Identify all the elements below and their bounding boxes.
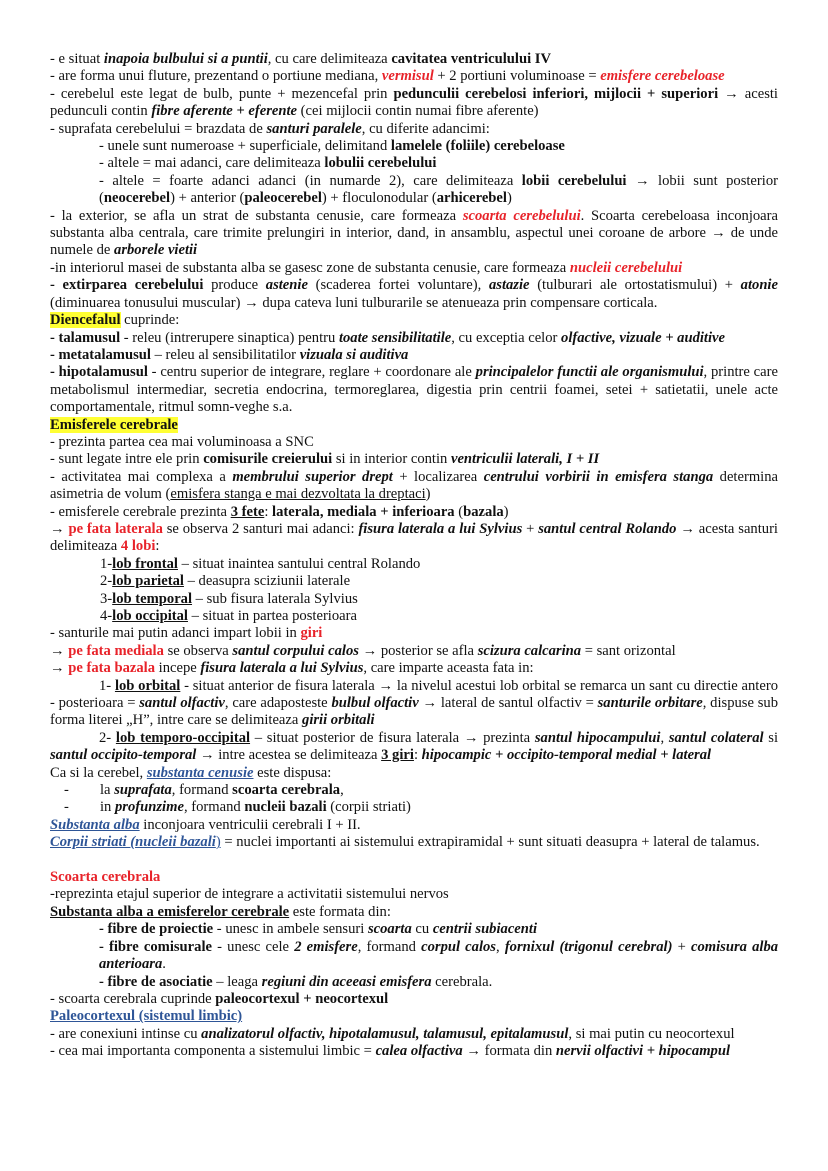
text: – leaga — [212, 973, 262, 990]
text: se observa — [163, 642, 233, 659]
text: - emisferele cerebrale prezinta — [50, 503, 231, 520]
term: - metatalamusul — [50, 346, 151, 363]
emphasis: inapoia bulbului si a puntii — [103, 51, 268, 67]
emphasis: vizuala si auditiva — [299, 346, 409, 363]
text: + 2 portiuni voluminoase = — [433, 68, 601, 85]
text: - la exterior, se afla un strat de substanta cenusie, care formeaza — [50, 207, 463, 224]
paragraph-fata-laterala — [50, 521, 778, 556]
underlined-text: emisfera stanga e mai dezvoltata la dreptaci — [170, 486, 426, 503]
text: si in interior contin — [332, 451, 451, 468]
item-number: 1- — [99, 677, 115, 694]
emphasis: astazie — [488, 277, 530, 294]
paragraph-substanta-alba-emisfere — [50, 904, 778, 921]
emphasis: centrului vorbirii in emisfera stanga — [483, 468, 714, 485]
paragraph-cerebel-shape — [50, 68, 778, 85]
paragraph-snc: - prezinta partea cea mai voluminoasa a SNC — [50, 433, 314, 450]
text: . — [162, 956, 166, 973]
arrow: → — [50, 520, 69, 537]
paragraph-scoarta-cuprinde — [50, 991, 778, 1008]
emphasis: santul central Rolando — [538, 520, 677, 537]
emphasis: bulbul olfactiv — [331, 695, 419, 712]
term: 3 fete — [230, 503, 265, 520]
text: – situat posterior de fisura laterala → prezinta — [250, 729, 535, 746]
text: - altele = mai adanci, care delimiteaza — [99, 155, 325, 172]
term: pedunculii cerebelosi inferiori, mijlocii + superiori — [393, 85, 719, 102]
emphasis: centrii subiacenti — [432, 921, 538, 938]
lobi-list — [50, 556, 778, 626]
text: - sunt legate intre ele prin — [50, 451, 204, 468]
term: lob frontal — [112, 555, 178, 572]
item-number: 4- — [100, 608, 113, 624]
term: nucleii bazali — [244, 799, 327, 816]
emphasis: astenie — [265, 277, 308, 294]
emphasis: santul colateral — [668, 729, 764, 746]
sub-item-lamele — [50, 138, 778, 155]
term: paleocortexul + neocortexul — [215, 990, 389, 1007]
emphasis: fornixul (trigonul cerebral) — [504, 938, 673, 955]
text: , dispuse sub forma literei „H”, intre care se delimiteaza — [50, 695, 778, 729]
bullet-list — [50, 782, 778, 817]
key-term: nucleii cerebelului — [569, 259, 683, 276]
heading-emisfere — [50, 417, 778, 434]
blue-heading: Paleocortexul (sistemul limbic) — [50, 1008, 243, 1025]
term: - hipotalamusul — [50, 364, 148, 381]
bullet-dash: - — [64, 782, 69, 799]
emphasis: fisura laterala a lui Sylvius — [358, 520, 523, 537]
term: lob parietal — [112, 573, 184, 590]
text: : — [155, 538, 160, 555]
term: paleocerebel — [244, 190, 322, 207]
paragraph-fete — [50, 504, 778, 521]
emphasis: membrului superior drept — [232, 468, 393, 485]
text: (tulburari ale ortostatismului) + — [529, 277, 741, 294]
text: , si mai putin cu neocortexul — [568, 1025, 735, 1042]
text: → posterior se afla — [358, 642, 478, 659]
emphasis: regiuni din aceeasi emisfera — [261, 973, 432, 990]
paragraph-comisuri — [50, 451, 778, 468]
text: produce — [203, 277, 266, 294]
paragraph-fata-mediala — [50, 643, 778, 660]
text: (corpii striati) — [326, 799, 411, 816]
list-item — [50, 573, 778, 590]
item-number: 2- — [99, 729, 116, 746]
emphasis: santurile orbitare — [597, 695, 703, 712]
paragraph-metatalamus — [50, 347, 778, 364]
text: ( — [454, 503, 464, 520]
document-body — [50, 51, 778, 1061]
emphasis: ventriculii laterali, I + II — [450, 451, 600, 468]
text: , — [340, 782, 344, 799]
term: - fibre de asociatie — [99, 973, 213, 990]
emphasis: olfactive, vizuale + auditive — [561, 329, 725, 346]
text: , formand — [357, 938, 422, 955]
emphasis: fibre aferente + eferente — [151, 103, 298, 120]
paragraph-lob-temporo-occipital — [50, 730, 778, 765]
paragraph-giri — [50, 625, 778, 642]
text: - suprafata cerebelului = brazdata de — [50, 120, 267, 137]
text: ) + anterior ( — [170, 190, 245, 207]
term: laterala, mediala + inferioara — [272, 503, 455, 520]
term: scoarta cerebrala — [232, 782, 341, 799]
list-item — [50, 799, 778, 816]
text: - situat anterior de fisura laterala → la nivelul acestui lob orbital se remarca un sant cu directie antero - posterioara = — [50, 677, 778, 712]
list-item — [50, 608, 778, 625]
item-number: 1- — [100, 555, 113, 572]
text: este formata din: — [289, 903, 391, 920]
key-term: pe fata laterala — [68, 520, 163, 537]
text: ) — [425, 486, 431, 503]
term: lob orbital — [114, 677, 181, 694]
text: inconjoara ventriculii cerebrali I + II. — [139, 816, 361, 833]
paragraph-cortex-cerebel — [50, 208, 778, 260]
text: – situat inaintea santului central Rolando — [178, 555, 421, 572]
text: , care imparte aceasta fata in: — [363, 660, 534, 677]
item-number: 3- — [100, 590, 113, 607]
text: – deasupra sciziunii laterale — [183, 573, 351, 590]
text: - activitatea mai complexa a — [50, 468, 233, 485]
text: la — [100, 782, 115, 799]
term: - talamusul — [50, 329, 121, 346]
text: → intre acestea se delimiteaza — [196, 747, 382, 764]
text: : — [264, 503, 273, 520]
term: - fibre comisurale — [99, 938, 212, 955]
section-heading: Scoarta cerebrala — [50, 869, 161, 886]
text: -in interiorul masei de substanta alba se gasesc zone de substanta cenusie, care formeaza — [50, 259, 570, 276]
sub-item-lobuli — [50, 155, 778, 172]
blue-term: Corpii striati (nucleii bazali — [50, 834, 216, 851]
term: lob temporal — [112, 590, 193, 607]
emphasis: scizura calcarina — [477, 642, 582, 659]
text: - altele = foarte adanci adanci (in numarde 2), care delimiteaza — [99, 172, 522, 189]
sub-item-fibre-comisurale — [50, 939, 778, 974]
text: : — [413, 747, 422, 764]
emphasis: profunzime — [115, 799, 184, 816]
text: , cu exceptia celor — [451, 329, 562, 346]
text: → formata din — [462, 1043, 556, 1060]
sub-item-fibre-asociatie — [50, 974, 778, 991]
text: → acesti pedunculi contin — [50, 85, 778, 120]
list-item — [50, 782, 778, 799]
key-term: giri — [300, 625, 323, 642]
term: - extirparea cerebelului — [50, 277, 204, 294]
term: neocerebel — [103, 190, 171, 207]
key-term: pe fata mediala — [68, 642, 164, 659]
text: - santurile mai putin adanci impart lobii in — [50, 625, 301, 642]
text: cerebrala. — [431, 973, 493, 990]
key-term: 4 lobi — [120, 538, 156, 555]
text: - are conexiuni intinse cu — [50, 1025, 202, 1042]
blue-term: substanta cenusie — [146, 764, 254, 781]
paragraph-asimetrie — [50, 469, 778, 504]
heading-diencefal — [50, 312, 778, 329]
emphasis: scoarta — [367, 921, 412, 938]
item-number: 2- — [100, 573, 113, 590]
text: - centru superior de integrare, reglare + coordonare ale — [147, 364, 476, 381]
term: lobulii cerebelului — [324, 155, 437, 172]
term: lob temporo-occipital — [115, 729, 251, 746]
text: cuprinde: — [120, 312, 180, 329]
highlighted-heading: Emisferele cerebrale — [50, 416, 178, 433]
emphasis: santul hipocampului — [534, 729, 661, 746]
term: lob occipital — [112, 608, 188, 624]
term: cavitatea ventriculului IV — [391, 51, 552, 67]
text: . Scoarta cerebeloasa inconjoara substanta alba centrala, care trimite prelungiri in interior, dand, in ansamblu, aspectul unei coroane de arbore → de unde numele de — [50, 207, 778, 259]
text: , formand — [183, 799, 245, 816]
paragraph-calea-olfactiva — [50, 1043, 778, 1060]
spacer — [50, 852, 778, 869]
text: ) + floculonodular ( — [321, 190, 437, 207]
text: - cerebelul este legat de bulb, punte + mezencefal prin — [50, 85, 394, 102]
emphasis: 2 emisfere — [294, 938, 358, 955]
text: - unesc cele — [211, 938, 295, 955]
text: - unesc in ambele sensuri — [213, 921, 368, 938]
paragraph-hipotalamus — [50, 364, 778, 416]
sub-item-fibre-proiectie — [50, 921, 778, 938]
text: Ca si la cerebel, — [50, 764, 147, 781]
key-term: pe fata bazala — [68, 660, 155, 677]
term: arhicerebel — [436, 190, 507, 207]
text: (cei mijlocii contin numai fibre aferente) — [297, 103, 539, 120]
paragraph-surface — [50, 121, 778, 138]
list-item — [50, 556, 778, 573]
text: incepe — [155, 660, 201, 677]
paragraph-peduncles — [50, 86, 778, 121]
bullet-dash: - — [64, 799, 69, 816]
text: = nuclei importanti ai sistemului extrapiramidal + sunt situati deasupra + lateral de talamus. — [220, 834, 760, 851]
text: + localizarea — [392, 468, 484, 485]
text: - cea mai importanta componenta a sistemului limbic = — [50, 1043, 376, 1060]
paragraph-conexiuni — [50, 1026, 778, 1043]
heading-paleocortex — [50, 1008, 778, 1025]
text: , — [660, 729, 669, 746]
arrow: → — [50, 642, 69, 659]
text: ) — [503, 503, 509, 520]
term: 3 giri — [381, 747, 414, 764]
paragraph-lob-orbital — [50, 678, 778, 730]
text: si — [763, 729, 779, 746]
paragraph-fata-bazala — [50, 660, 778, 677]
emphasis: arborele vietii — [114, 242, 198, 259]
term: lamelele (foliile) cerebeloase — [390, 138, 565, 155]
heading-scoarta — [50, 869, 778, 886]
text: in — [100, 799, 115, 816]
key-term: scoarta cerebelului — [462, 207, 581, 224]
paragraph-cerebel-position — [50, 51, 778, 68]
text: ) — [506, 190, 512, 207]
text: , formand — [171, 782, 233, 799]
text: - unele sunt numeroase + superficiale, delimitand — [99, 138, 391, 155]
paragraph-substanta-cenusie — [50, 765, 778, 782]
text: → lobii sunt posterior ( — [99, 172, 778, 207]
term: - fibre de proiectie — [99, 921, 214, 938]
text: - releu (intrerupere sinaptica) pentru — [120, 329, 339, 346]
text: - scoarta cerebrala cuprinde — [50, 990, 216, 1007]
term: Substanta alba a emisferelor cerebrale — [50, 903, 290, 920]
arrow: → — [50, 660, 69, 677]
emphasis: santuri paralele — [266, 120, 362, 137]
emphasis: hipocampic + occipito-temporal medial + lateral — [421, 747, 712, 764]
text: = sant orizontal — [581, 642, 676, 659]
text: - are forma unui fluture, prezentand o portiune mediana, — [50, 68, 382, 85]
emphasis: santul corpului calos — [232, 642, 359, 659]
emphasis: principalelor functii ale organismului — [475, 364, 704, 381]
emphasis: santul olfactiv — [139, 695, 225, 712]
paragraph-extirpare — [50, 277, 778, 312]
text: determina asimetria de volum ( — [50, 468, 778, 503]
emphasis: girii orbitali — [302, 712, 375, 729]
emphasis: corpul calos — [421, 938, 496, 955]
text: + — [522, 520, 539, 537]
key-term: vermisul — [381, 68, 434, 85]
text: – situat in partea posterioara — [187, 608, 357, 624]
paragraph-nuclei — [50, 260, 778, 277]
text: – sub fisura laterala Sylvius — [192, 590, 358, 607]
list-item — [50, 591, 778, 608]
text: , cu care delimiteaza — [267, 51, 392, 67]
blue-term: Substanta alba — [50, 816, 140, 833]
text: se observa 2 santuri mai adanci: — [162, 520, 359, 537]
term: comisurile creierului — [203, 451, 333, 468]
text: cu — [411, 921, 433, 938]
emphasis: calea olfactiva — [375, 1043, 463, 1060]
term: lobii cerebelului — [521, 172, 627, 189]
text: → lateral de santul olfactiv = — [418, 695, 598, 712]
sub-item-lobi — [50, 173, 778, 208]
blue-term: ) — [215, 834, 221, 851]
text: , printre care metabolismul intermediar, secretia endocrina, termoreglarea, digestia prin centrii foamei, setei + satietatii, unele acte comportamentale, ritmul somn-veghe s.a. — [50, 364, 778, 416]
emphasis: santul occipito-temporal — [50, 747, 197, 764]
text: - e situat — [50, 51, 104, 67]
text: este dispusa: — [253, 764, 332, 781]
emphasis: fisura laterala a lui Sylvius — [200, 660, 364, 677]
text: → acesta santuri delimiteaza — [50, 520, 778, 555]
emphasis: nervii olfactivi + hipocampul — [555, 1043, 731, 1060]
text: + — [672, 938, 691, 955]
emphasis: toate sensibilitatile — [338, 329, 452, 346]
text: (scaderea fortei voluntare), — [307, 277, 489, 294]
text: – releu al sensibilitatilor — [150, 346, 300, 363]
emphasis: analizatorul olfactiv, hipotalamusul, talamusul, epitalamusul — [201, 1025, 569, 1042]
text: , care adaposteste — [224, 695, 332, 712]
text: , — [496, 938, 505, 955]
paragraph-talamus — [50, 330, 778, 347]
text: , cu diferite adancimi: — [361, 120, 490, 137]
emphasis: comisura alba anterioara — [99, 938, 779, 973]
key-term: emisfere cerebeloase — [600, 68, 725, 85]
text: (diminuarea tonusului muscular) → dupa cateva luni tulburarile se atenueaza prin compensare corticala. — [50, 294, 658, 311]
highlighted-heading: Diencefalul — [50, 312, 121, 329]
paragraph-reprezinta: -reprezinta etajul superior de integrare a activitatii sistemului nervos — [50, 886, 449, 903]
emphasis: suprafata — [114, 782, 172, 799]
emphasis: atonie — [740, 277, 778, 294]
paragraph-substanta-alba — [50, 817, 778, 834]
paragraph-corpii-striati — [50, 834, 778, 851]
term: bazala — [463, 503, 504, 520]
